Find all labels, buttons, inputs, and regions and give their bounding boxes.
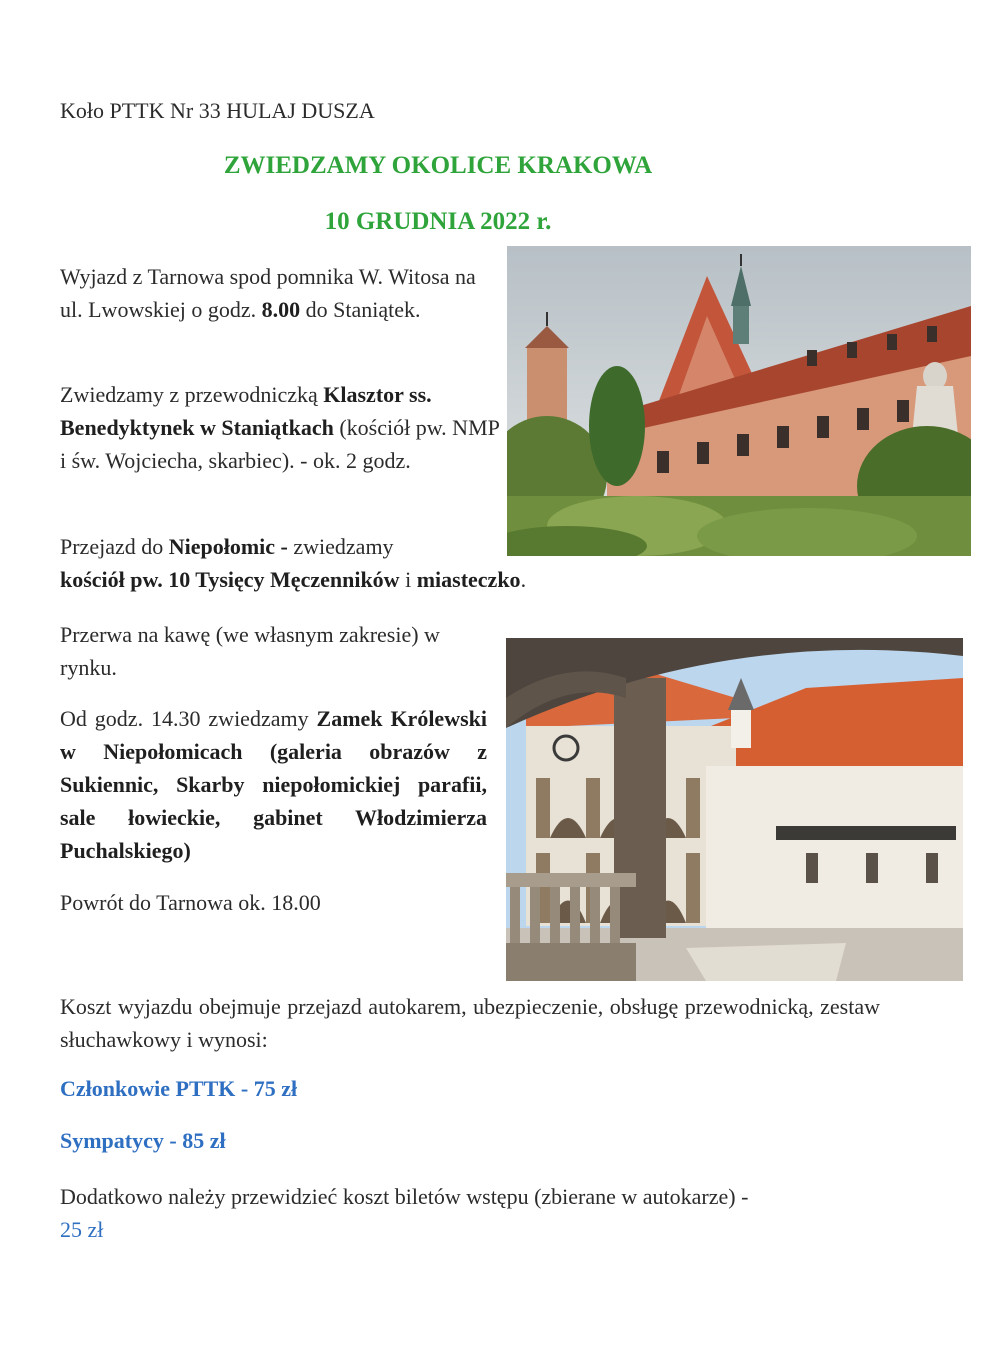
page-title: ZWIEDZAMY OKOLICE KRAKOWA	[223, 152, 653, 179]
organization-line: Koło PTTK Nr 33 HULAJ DUSZA	[60, 98, 375, 123]
return-paragraph: Powrót do Tarnowa ok. 18.00	[60, 890, 321, 915]
castle-paragraph: Od godz. 14.30 zwiedzamy Zamek Królewski w Niepołomicach (galeria obrazów z Sukiennic, Skarby niepołomickiej parafii, sale łowieckie, gabinet Włodzimierza Puchalskiego)	[60, 706, 487, 863]
monastery-paragraph: Zwiedzamy z przewodniczką Klasztor ss. Benedyktynek w Staniątkach (kościół pw. NMP i św. Wojciecha, skarbiec). - ok. 2 godz.	[60, 382, 500, 473]
coffee-break-paragraph: Przerwa na kawę (we własnym zakresie) w rynku.	[60, 622, 440, 680]
tickets-paragraph: Dodatkowo należy przewidzieć koszt biletów wstępu (zbierane w autokarze) - 25 zł	[60, 1184, 749, 1242]
castle-courtyard-photo	[506, 638, 963, 981]
price-supporters: Sympatycy - 85 zł	[60, 1128, 226, 1153]
departure-paragraph: Wyjazd z Tarnowa spod pomnika W. Witosa na ul. Lwowskiej o godz. 8.00 do Staniątek.	[60, 264, 476, 322]
cost-paragraph: Koszt wyjazdu obejmuje przejazd autokarem, ubezpieczenie, obsługę przewodnicką, zestaw słuchawkowy i wynosi:	[60, 994, 880, 1052]
monastery-photo	[507, 246, 971, 556]
price-members: Członkowie PTTK - 75 zł	[60, 1076, 298, 1101]
trip-date: 10 GRUDNIA 2022 r.	[324, 208, 552, 235]
niepolomice-paragraph: Przejazd do Niepołomic - zwiedzamy kościół pw. 10 Tysięcy Męczenników i miasteczko.	[60, 534, 527, 592]
